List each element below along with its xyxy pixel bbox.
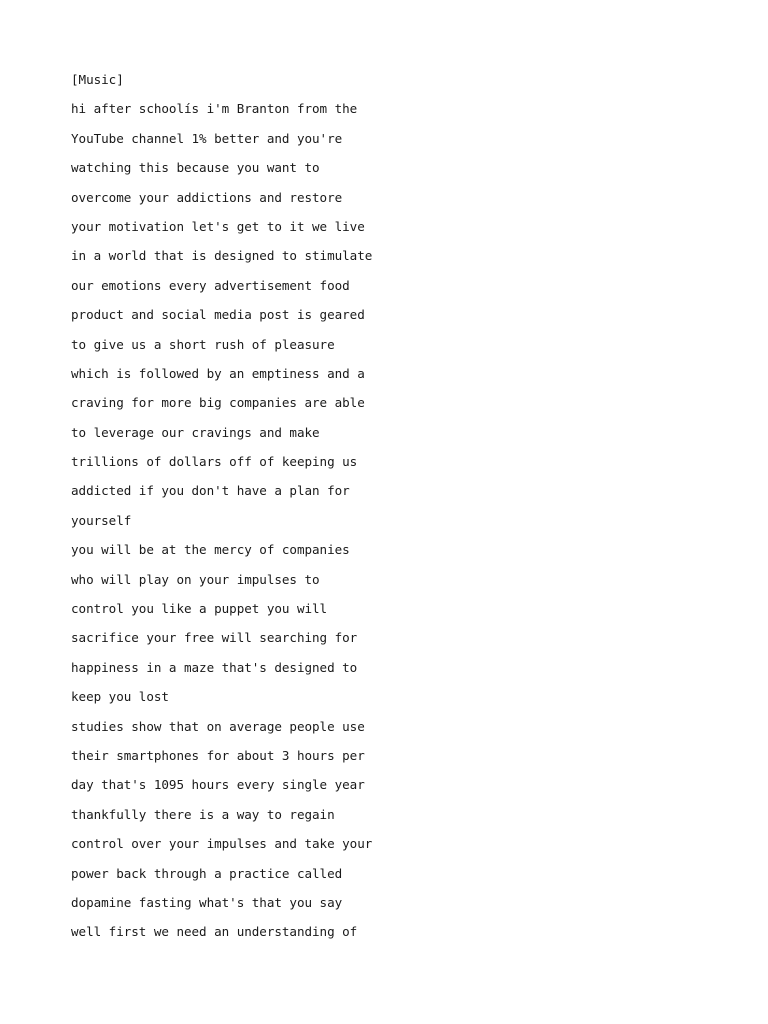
transcript-line: addicted if you don't have a plan for xyxy=(71,483,350,499)
transcript-line: trillions of dollars off of keeping us xyxy=(71,454,358,470)
transcript-line: day that's 1095 hours every single year xyxy=(71,777,365,793)
transcript-line: craving for more big companies are able xyxy=(71,395,365,411)
transcript-line: who will play on your impulses to xyxy=(71,571,320,587)
transcript-line: thankfully there is a way to regain xyxy=(71,806,335,822)
transcript-line: studies show that on average people use xyxy=(71,718,365,734)
transcript-line: your motivation let's get to it we live xyxy=(71,218,365,234)
transcript-text xyxy=(71,65,372,947)
transcript-line: which is followed by an emptiness and a xyxy=(71,365,365,381)
transcript-line: YouTube channel 1% better and you're xyxy=(71,130,343,146)
transcript-line: product and social media post is geared xyxy=(71,307,365,323)
transcript-line: to give us a short rush of pleasure xyxy=(71,336,335,352)
transcript-line: yourself xyxy=(71,512,132,528)
transcript-line: well first we need an understanding of xyxy=(71,924,358,940)
transcript-line: keep you lost xyxy=(71,689,169,705)
transcript-line: happiness in a maze that's designed to xyxy=(71,659,358,675)
transcript-line: in a world that is designed to stimulate xyxy=(71,248,373,264)
transcript-line: you will be at the mercy of companies xyxy=(71,542,350,558)
transcript-line: control over your impulses and take your xyxy=(71,836,373,852)
transcript-line: control you like a puppet you will xyxy=(71,601,328,617)
transcript-line: to leverage our cravings and make xyxy=(71,424,320,440)
transcript-line: overcome your addictions and restore xyxy=(71,189,343,205)
transcript-line: [Music] xyxy=(71,72,124,87)
transcript-line: watching this because you want to xyxy=(71,160,320,176)
transcript-line: dopamine fasting what's that you say xyxy=(71,894,343,910)
transcript-line: our emotions every advertisement food xyxy=(71,277,350,293)
transcript-line: hi after schoolís i'm Branton from the xyxy=(71,101,358,117)
transcript-line: their smartphones for about 3 hours per xyxy=(71,747,365,763)
transcript-line: sacrifice your free will searching for xyxy=(71,630,358,646)
transcript-line: power back through a practice called xyxy=(71,865,343,881)
